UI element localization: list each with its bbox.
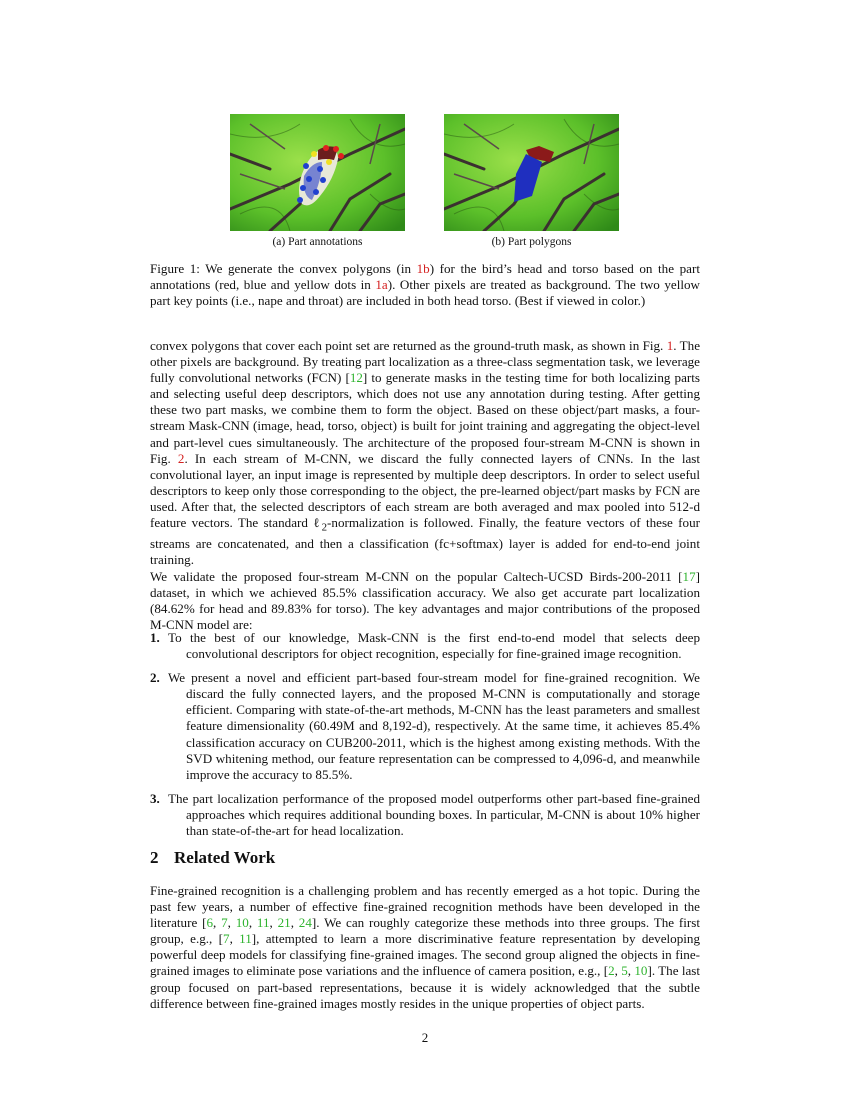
caption-label: Figure 1: xyxy=(150,261,200,276)
citation-link[interactable]: 24 xyxy=(298,915,312,931)
citation-link[interactable]: 10 xyxy=(235,915,249,931)
paragraph-related-work: Fine-grained recognition is a challenging problem and has recently emerged as a hot topic. During the past few years, a number of effective fine-grained recognition methods have been developed in the literature [6, 7, 10, 11, 21, 24]. We can roughly categorize these methods into three groups. The first group, e.g., [7, 11], attempted to learn a more discriminative feature representation by developing powerful deep models for classifying fine-grained images. The second group aligned the objects in fine-grained images to eliminate pose variations and the influence of camera position, e.g., [2, 5, 10]. The last group focused on part-based representations, because it is widely acknowledged that the subtle difference between fine-grained images mostly resides in the unique properties of object parts. xyxy=(150,883,701,1011)
list-item-number: 2. xyxy=(150,670,160,686)
list-item-number: 3. xyxy=(150,790,160,806)
citation-link[interactable]: 7 xyxy=(221,915,228,931)
list-item-number: 1. xyxy=(150,630,160,645)
figure-ref-link[interactable]: 1b xyxy=(416,261,430,276)
list-item-text: We present a novel and efficient part-based four-stream model for fine-grained recognition. We discard the fully connected layers, and the proposed M-CNN is computationally and storage efficient. Comparing with state-of-the-art methods, M-CNN has the least parameters and smallest feature dimensionality (60.49M and 8,192-d), respectively. At the same time, it achieves 85.4% classification accuracy on CUB200-2011, which is the highest among existing methods. With the SVD whitening method, our feature representation can be compressed to 4,096-d, and meanwhile improve the accuracy to 85.5%. xyxy=(168,670,700,782)
contributions-list xyxy=(150,630,700,847)
citation-link[interactable]: 2 xyxy=(608,963,615,979)
citation-link[interactable]: 6 xyxy=(206,915,213,931)
figure-1b-subcaption: (b) Part polygons xyxy=(491,236,572,248)
figure-ref-link[interactable]: 2 xyxy=(177,450,185,466)
list-item xyxy=(150,670,700,783)
figure-1b-image xyxy=(444,114,619,231)
list-item-text: To the best of our knowledge, Mask-CNN is the first end-to-end model that selects deep convolutional descriptors for object recognition, especially for fine-grained image recognition. xyxy=(168,630,700,662)
citation-link[interactable]: 12 xyxy=(349,370,363,386)
section-heading xyxy=(150,848,275,868)
figure-ref-link[interactable]: 1a xyxy=(375,277,388,293)
paragraph-validation: We validate the proposed four-stream M-CNN on the popular Caltech-UCSD Birds-200-2011 [17] dataset, in which we achieved 85.5% classification accuracy. We also get accurate part localization (84.62% for head and 89.83% for torso). The key advantages and major contributions of the proposed M-CNN model are: xyxy=(150,569,700,633)
figure-ref-link[interactable]: 1 xyxy=(666,338,674,353)
citation-link[interactable]: 21 xyxy=(277,915,291,931)
citation-link[interactable]: 5 xyxy=(621,963,628,979)
list-item-text: The part localization performance of the proposed model outperforms other part-based fine-grained approaches which requires additional bounding boxes. In particular, M-CNN is about 10% higher than state-of-the-art for head localization. xyxy=(168,790,700,839)
paragraph-intro-continued: convex polygons that cover each point set are returned as the ground-truth mask, as shown in Fig. 1. The other pixels are background. By treating part localization as a three-class segmentation task, we leverage fully convolutional networks (FCN) [12] to generate masks in the testing time for both localizing parts and selecting useful deep descriptors, which does not use any annotation during testing. After getting these two part masks, we combine them to form the object. Based on these object/part masks, a four-stream Mask-CNN (image, head, torso, object) is built for joint training and aggregating the object-level and part-level cues simultaneously. The architecture of the proposed four-stream M-CNN is shown in Fig. 2. In each stream of M-CNN, we discard the fully connected layers of CNNs. In the last convolutional layer, an input image is represented by multiple deep descriptors. In order to select useful descriptors to keep only those corresponding to the object, the pre-learned object/part masks by FCN are used. After that, the selected descriptors of each stream are both averaged and max pooled into 512-d feature vectors. The standard ℓ$_2$-normalization is followed. Finally, the feature vectors of these four streams are concatenated, and then a classification (fc+softmax) layer is added for end-to-end joint training. xyxy=(150,338,701,567)
section-title: Related Work xyxy=(174,848,276,867)
citation-link[interactable]: 11 xyxy=(239,931,252,947)
citation-link[interactable]: 7 xyxy=(223,931,230,947)
figure-1-caption: Figure 1: We generate the convex polygons (in 1b) for the bird’s head and torso based on the part annotations (red, blue and yellow dots in 1a). Other pixels are treated as background. The two yellow part key points (i.e., nape and throat) are included in both head torso. (Best if viewed in color.) xyxy=(150,261,700,309)
page-number: 2 xyxy=(421,1030,429,1045)
figure-1a-subcaption: (a) Part annotations xyxy=(272,236,363,248)
list-item xyxy=(150,630,700,662)
list-item xyxy=(150,791,700,839)
citation-link[interactable]: 11 xyxy=(256,915,270,931)
figure-1a-image xyxy=(230,114,405,231)
section-number: 2 xyxy=(150,848,159,867)
citation-link[interactable]: 17 xyxy=(682,569,696,584)
citation-link[interactable]: 10 xyxy=(634,963,648,979)
